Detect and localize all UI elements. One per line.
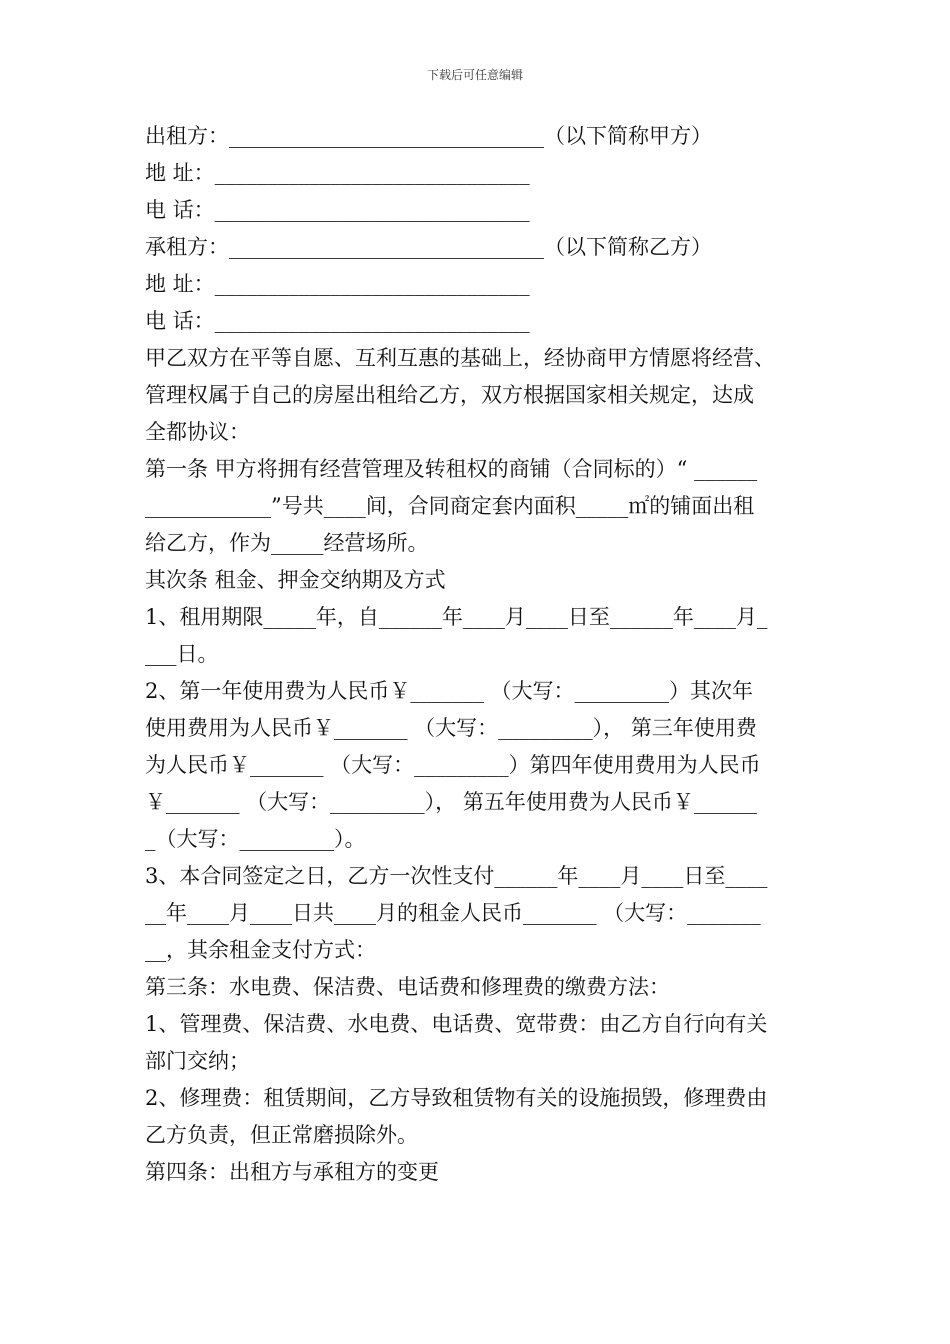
article-4-heading: 第四条：出租方与承租方的变更	[145, 1160, 439, 1184]
lessor-line: 出租方：______________________________（以下简称甲方）	[145, 124, 712, 148]
contract-body	[145, 118, 807, 1191]
article-2-item-2: 2、第一年使用费为人民币￥_______ （大写：_________）其次年	[145, 679, 754, 703]
preamble-line: 甲乙双方在平等自愿、互利互惠的基础上，经协商甲方情愿将经营、	[145, 346, 775, 370]
lessee-line: 承租方：______________________________（以下简称乙方）	[145, 235, 712, 259]
article-2-heading: 其次条 租金、押金交纳期及方式	[145, 568, 446, 592]
article-2-item-2: 使用费用为人民币￥_______ （大写：_________）， 第三年使用费	[145, 716, 757, 740]
article-2-item-2: ￥_______ （大写：_________）， 第五年使用费为人民币￥______	[145, 790, 757, 814]
article-3-item-2: 乙方负责，但正常磨损除外。	[145, 1123, 418, 1147]
article-2-item-3: __，其余租金支付方式：	[145, 938, 376, 962]
article-2-item-2: 为人民币￥_______ （大写：_________）第四年使用费用为人民币	[145, 753, 761, 777]
lessee-address-line: 地 址：______________________________	[145, 272, 530, 296]
article-2-item-3: __年____月____日共____月的租金人民币_______ （大写：_______	[145, 901, 761, 925]
preamble-line: 全都协议：	[145, 420, 250, 444]
lessee-phone-line: 电 话：______________________________	[145, 309, 530, 333]
article-1-line: 第一条 甲方将拥有经营管理及转租权的商铺（合同标的）“ ______	[145, 457, 758, 481]
lessor-phone-line: 电 话：______________________________	[145, 198, 530, 222]
article-2-item-2: _（大写：_________）。	[145, 827, 366, 851]
article-3-item-2: 2、修理费：租赁期间，乙方导致租赁物有关的设施损毁，修理费由	[145, 1086, 768, 1110]
article-2-item-1: ___日。	[145, 642, 219, 666]
article-1-line: ____________”号共____间，合同商定套内面积_____㎡的铺面出租	[145, 494, 755, 518]
article-1-line: 给乙方，作为_____经营场所。	[145, 531, 429, 555]
preamble-line: 管理权属于自己的房屋出租给乙方，双方根据国家相关规定，达成	[145, 383, 754, 407]
article-2-item-1: 1、租用期限_____年，自______年____月____日至______年____月_	[145, 605, 768, 629]
article-3-heading: 第三条：水电费、保洁费、电话费和修理费的缴费方法：	[145, 975, 670, 999]
page-header-note: 下载后可任意编辑	[426, 68, 523, 82]
article-3-item-1: 1、管理费、保洁费、水电费、电话费、宽带费：由乙方自行向有关	[145, 1012, 768, 1036]
lessor-address-line: 地 址：______________________________	[145, 161, 530, 185]
article-2-item-3: 3、本合同签定之日，乙方一次性支付______年____月____日至____	[145, 864, 768, 888]
article-3-item-1: 部门交纳；	[145, 1049, 250, 1073]
